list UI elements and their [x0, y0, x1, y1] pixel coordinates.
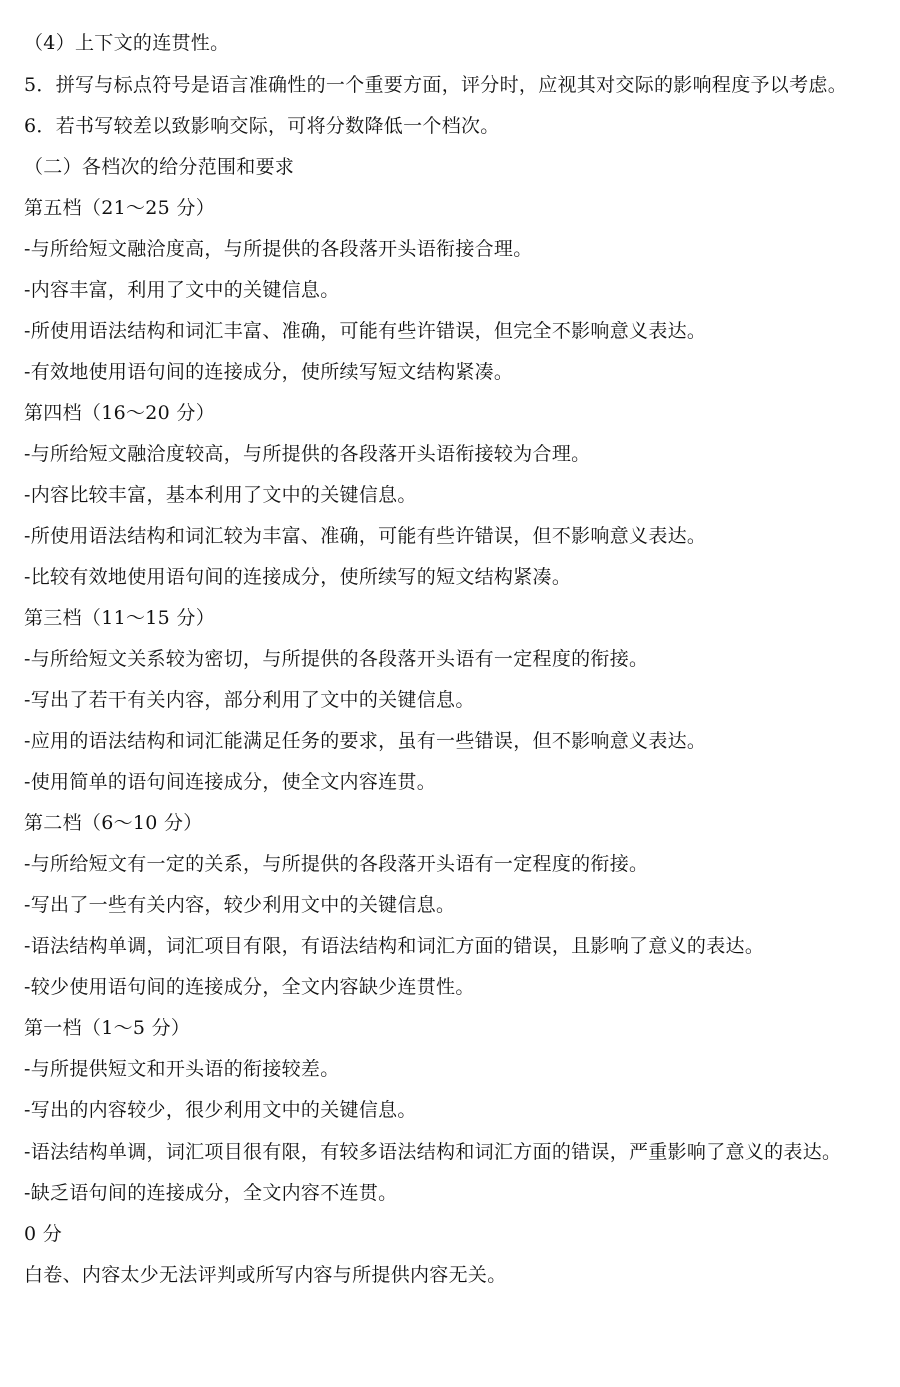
band-1-item: -与所提供短文和开头语的衔接较差。 — [24, 1058, 340, 1080]
band-3-item: -写出了若干有关内容，部分利用了文中的关键信息。 — [24, 689, 475, 711]
band-3-item: -应用的语法结构和词汇能满足任务的要求，虽有一些错误，但不影响意义表达。 — [24, 730, 707, 752]
band-0-heading: 0 分 — [24, 1223, 63, 1245]
band-1-item: -语法结构单调，词汇项目很有限，有较多语法结构和词汇方面的错误，严重影响了意义的表达。 — [24, 1141, 842, 1163]
band-3-heading: 第三档（11～15 分） — [24, 607, 215, 629]
band-2-item: -较少使用语句间的连接成分，全文内容缺少连贯性。 — [24, 976, 475, 998]
document-page — [24, 28, 880, 1301]
band-1-item: -写出的内容较少，很少利用文中的关键信息。 — [24, 1099, 417, 1121]
band-3-item: -与所给短文关系较为密切，与所提供的各段落开头语有一定程度的衔接。 — [24, 648, 649, 670]
band-2-item: -与所给短文有一定的关系，与所提供的各段落开头语有一定程度的衔接。 — [24, 853, 649, 875]
band-5-item: -与所给短文融洽度高，与所提供的各段落开头语衔接合理。 — [24, 238, 533, 260]
band-4-item: -内容比较丰富，基本利用了文中的关键信息。 — [24, 484, 417, 506]
band-5-item: -内容丰富，利用了文中的关键信息。 — [24, 279, 340, 301]
band-2-item: -写出了一些有关内容，较少利用文中的关键信息。 — [24, 894, 456, 916]
band-2-heading: 第二档（6～10 分） — [24, 812, 203, 834]
band-4-heading: 第四档（16～20 分） — [24, 402, 215, 424]
rule-handwriting: 6．若书写较差以致影响交际，可将分数降低一个档次。 — [24, 115, 500, 137]
band-4-item: -比较有效地使用语句间的连接成分，使所续写的短文结构紧凑。 — [24, 566, 572, 588]
band-0-item: 白卷、内容太少无法评判或所写内容与所提供内容无关。 — [24, 1264, 507, 1286]
band-2-item: -语法结构单调，词汇项目有限，有语法结构和词汇方面的错误，且影响了意义的表达。 — [24, 935, 765, 957]
band-4-item: -所使用语法结构和词汇较为丰富、准确，可能有些许错误，但不影响意义表达。 — [24, 525, 707, 547]
criterion-coherence: （4）上下文的连贯性。 — [24, 32, 230, 54]
rule-spelling-punctuation: 5．拼写与标点符号是语言准确性的一个重要方面，评分时，应视其对交际的影响程度予以考虑。 — [24, 74, 847, 96]
band-5-item: -有效地使用语句间的连接成分，使所续写短文结构紧凑。 — [24, 361, 514, 383]
band-1-item: -缺乏语句间的连接成分，全文内容不连贯。 — [24, 1182, 398, 1204]
band-4-item: -与所给短文融洽度较高，与所提供的各段落开头语衔接较为合理。 — [24, 443, 591, 465]
band-1-heading: 第一档（1～5 分） — [24, 1017, 191, 1039]
band-5-heading: 第五档（21～25 分） — [24, 197, 215, 219]
band-3-item: -使用简单的语句间连接成分，使全文内容连贯。 — [24, 771, 437, 793]
section-heading-score-bands: （二）各档次的给分范围和要求 — [24, 156, 295, 178]
band-5-item: -所使用语法结构和词汇丰富、准确，可能有些许错误，但完全不影响意义表达。 — [24, 320, 707, 342]
